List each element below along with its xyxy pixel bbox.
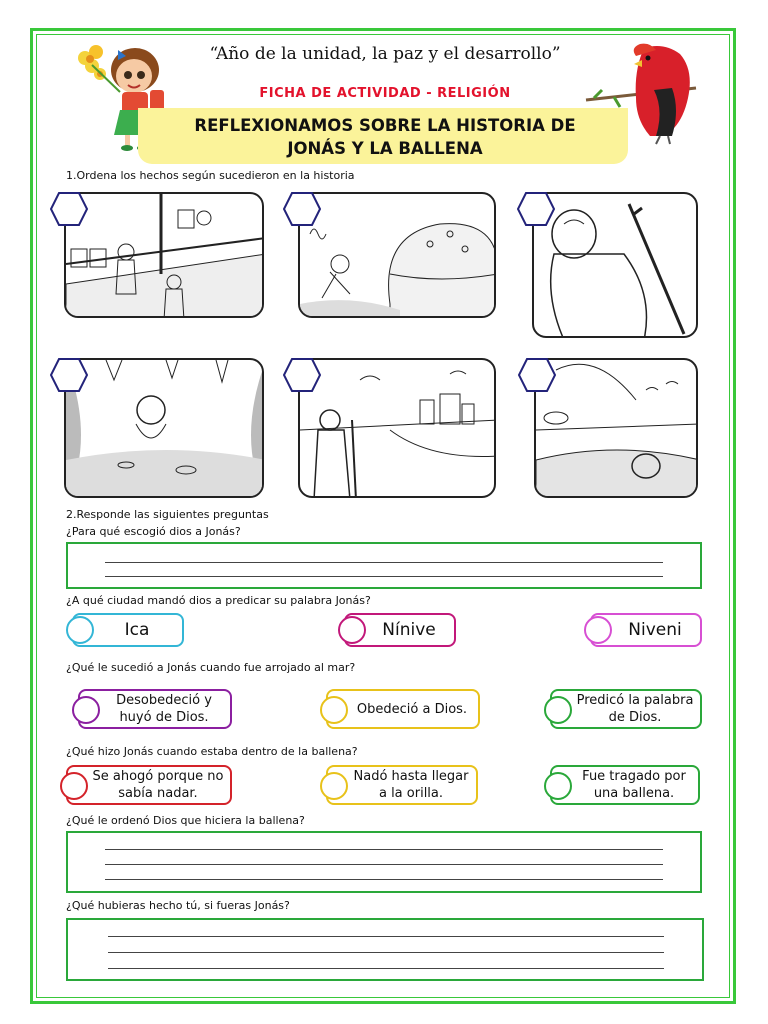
option-circle[interactable] — [60, 772, 88, 800]
story-panel-1 — [64, 192, 264, 318]
section1-instruction: 1.Ordena los hechos según sucedieron en la historia — [66, 169, 355, 182]
order-hexagon-2[interactable] — [283, 192, 321, 226]
option-label: Obedeció a Dios. — [356, 701, 468, 717]
option-circle[interactable] — [72, 696, 100, 724]
inside-whale-image — [66, 360, 264, 498]
city-nineveh-image — [300, 360, 496, 498]
order-hexagon-3[interactable] — [517, 192, 555, 226]
option-se-ahogo[interactable] — [66, 765, 232, 805]
answer-line — [105, 562, 663, 563]
question-3: ¿Qué le sucedió a Jonás cuando fue arrojado al mar? — [66, 661, 356, 674]
motto-text: “Año de la unidad, la paz y el desarrollo” — [209, 44, 561, 64]
story-panel-3 — [532, 192, 698, 338]
option-circle[interactable] — [66, 616, 94, 644]
answer-box-6[interactable] — [66, 918, 704, 981]
answer-box-1[interactable] — [66, 542, 702, 589]
title-line-1: REFLEXIONAMOS SOBRE LA HISTORIA DE — [194, 116, 576, 135]
ficha-label: FICHA DE ACTIVIDAD - RELIGIÓN — [259, 86, 511, 101]
question-4: ¿Qué hizo Jonás cuando estaba dentro de la ballena? — [66, 745, 358, 758]
option-circle[interactable] — [320, 772, 348, 800]
answer-line — [108, 936, 664, 937]
shore-scene-image — [536, 360, 698, 498]
option-circle[interactable] — [544, 696, 572, 724]
option-nado[interactable] — [326, 765, 478, 805]
option-label: Predicó la palabra de Dios. — [576, 693, 694, 725]
answer-line — [105, 864, 663, 865]
section2-instruction: 2.Responde las siguientes preguntas — [66, 508, 269, 521]
title-line-2: JONÁS Y LA BALLENA — [287, 139, 483, 158]
option-label: Ica — [124, 619, 150, 640]
option-ninive[interactable] — [344, 613, 456, 647]
answer-box-5[interactable] — [66, 831, 702, 893]
option-label: Se ahogó porque no sabía nadar. — [92, 769, 224, 801]
question-5: ¿Qué le ordenó Dios que hiciera la ballena? — [66, 814, 305, 827]
option-obedecio[interactable] — [326, 689, 480, 729]
answer-line — [108, 968, 664, 969]
ship-scene-image — [66, 194, 264, 318]
page-title — [150, 114, 620, 160]
option-circle[interactable] — [320, 696, 348, 724]
answer-line — [105, 849, 663, 850]
story-panel-4 — [64, 358, 264, 498]
order-hexagon-6[interactable] — [518, 358, 556, 392]
option-niveni[interactable] — [590, 613, 702, 647]
option-fue-tragado[interactable] — [550, 765, 700, 805]
option-label: Niveni — [628, 619, 682, 640]
option-desobedecio[interactable] — [78, 689, 232, 729]
option-label: Fue tragado por una ballena. — [582, 769, 686, 801]
story-panel-2 — [298, 192, 496, 318]
option-label: Nínive — [382, 619, 436, 640]
order-hexagon-1[interactable] — [50, 192, 88, 226]
order-hexagon-5[interactable] — [283, 358, 321, 392]
answer-line — [108, 952, 664, 953]
story-panel-6 — [534, 358, 698, 498]
option-label: Nadó hasta llegar a la orilla. — [353, 769, 469, 801]
answer-line — [105, 576, 663, 577]
option-label: Desobedeció y huyó de Dios. — [116, 693, 212, 725]
whale-underwater-image — [300, 194, 496, 318]
story-panel-5 — [298, 358, 496, 498]
option-predico[interactable] — [550, 689, 702, 729]
question-2: ¿A qué ciudad mandó dios a predicar su palabra Jonás? — [66, 594, 371, 607]
option-circle[interactable] — [584, 616, 612, 644]
question-1: ¿Para qué escogió dios a Jonás? — [66, 525, 241, 538]
jonah-walking-image — [534, 194, 698, 338]
option-ica[interactable] — [72, 613, 184, 647]
answer-line — [105, 879, 663, 880]
question-6: ¿Qué hubieras hecho tú, si fueras Jonás? — [66, 899, 290, 912]
option-circle[interactable] — [338, 616, 366, 644]
option-circle[interactable] — [544, 772, 572, 800]
order-hexagon-4[interactable] — [50, 358, 88, 392]
